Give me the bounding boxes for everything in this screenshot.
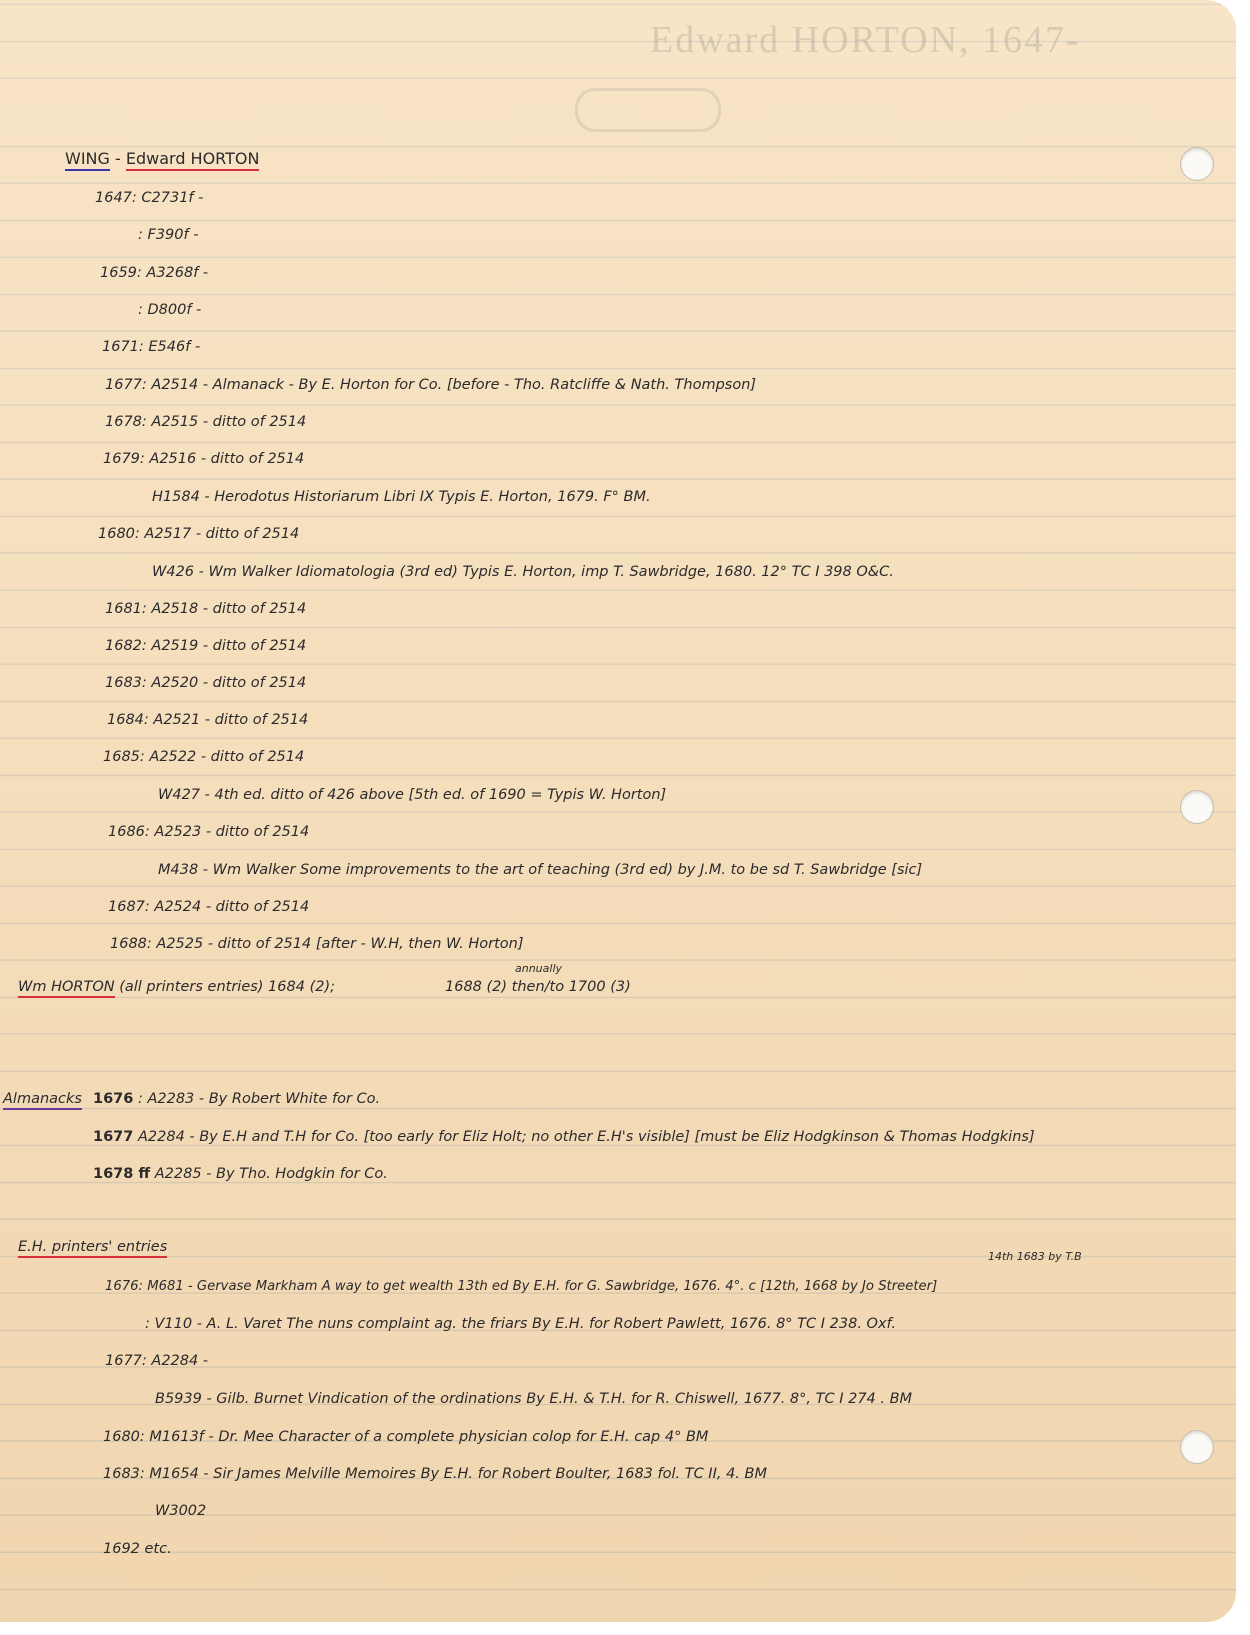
wing-entry: 1686: A2523 - ditto of 2514 bbox=[108, 824, 310, 840]
wing-entry: 1659: A3268f - bbox=[100, 265, 209, 281]
wm-horton-line bbox=[18, 978, 335, 996]
almanack-year: 1677 bbox=[93, 1129, 134, 1145]
wing-entry: : F390f - bbox=[138, 227, 199, 243]
wing-entry: 1680: A2517 - ditto of 2514 bbox=[98, 526, 300, 542]
almanack-text: : A2283 - By Robert White for Co. bbox=[137, 1091, 381, 1107]
bleed-through-heading: Edward HORTON, 1647- bbox=[650, 19, 1081, 61]
wing-entry: 1647: C2731f - bbox=[95, 190, 204, 206]
eh-entry: W3002 bbox=[155, 1503, 207, 1519]
eh-heading: E.H. printers' entries bbox=[18, 1238, 167, 1256]
almanack-year: 1676 bbox=[93, 1091, 134, 1107]
wm-horton-name: Wm HORTON bbox=[18, 979, 115, 998]
eh-entry: 1676: M681 - Gervase Markham A way to get wealth 13th ed By E.H. for G. Sawbridge, 1676. 4°. c [12th, 1668 by Jo Streeter] bbox=[105, 1279, 938, 1294]
eh-entry: 1677: A2284 - bbox=[105, 1353, 209, 1369]
eh-entry: 1683: M1654 - Sir James Melville Memoires By E.H. for Robert Boulter, 1683 fol. TC II, 4. BM bbox=[103, 1466, 767, 1482]
wing-entry: 1687: A2524 - ditto of 2514 bbox=[108, 899, 310, 915]
eh-entry: 1680: M1613f - Dr. Mee Character of a complete physician colop for E.H. cap 4° BM bbox=[103, 1429, 709, 1445]
wm-horton-later: 1688 (2) then/to 1700 (3) bbox=[445, 979, 631, 995]
almanack-year: 1678 ff bbox=[93, 1166, 151, 1182]
eh-entry: B5939 - Gilb. Burnet Vindication of the ordinations By E.H. & T.H. for R. Chiswell, 1677. 8°, TC I 274 . BM bbox=[155, 1391, 913, 1407]
annually-insert: annually bbox=[515, 962, 563, 975]
wing-entry: 1683: A2520 - ditto of 2514 bbox=[105, 675, 307, 691]
almanacks-label: Almanacks bbox=[3, 1090, 82, 1108]
wing-entry: 1677: A2514 - Almanack - By E. Horton for Co. [before - Tho. Ratcliffe & Nath. Thompson] bbox=[105, 377, 757, 393]
wing-entry: 1688: A2525 - ditto of 2514 [after - W.H, then W. Horton] bbox=[110, 936, 524, 952]
margin-note: 14th 1683 by T.B bbox=[988, 1250, 1082, 1263]
wing-entry: : D800f - bbox=[138, 302, 202, 318]
wing-entry: 1679: A2516 - ditto of 2514 bbox=[103, 451, 305, 467]
punch-hole-bottom bbox=[1180, 1430, 1214, 1464]
wing-label: WING bbox=[65, 149, 110, 171]
punch-hole-top bbox=[1180, 147, 1214, 181]
wm-horton-entries: (all printers entries) 1684 (2); bbox=[119, 979, 335, 995]
wing-entry: M438 - Wm Walker Some improvements to the art of teaching (3rd ed) by J.M. to be sd T. Sawbridge [sic] bbox=[158, 862, 923, 878]
almanack-entry bbox=[93, 1090, 380, 1108]
almanack-entry bbox=[93, 1128, 1035, 1146]
bleed-through-stamp bbox=[575, 88, 721, 132]
wing-heading bbox=[65, 150, 259, 168]
wing-entry: W426 - Wm Walker Idiomatologia (3rd ed) Typis E. Horton, imp T. Sawbridge, 1680. 12° TC I 398 O&C. bbox=[152, 564, 894, 580]
wing-entry: H1584 - Herodotus Historiarum Libri IX Typis E. Horton, 1679. F° BM. bbox=[152, 489, 651, 505]
eh-entry: 1692 etc. bbox=[103, 1541, 172, 1557]
wing-entry: 1678: A2515 - ditto of 2514 bbox=[105, 414, 307, 430]
almanack-entry bbox=[93, 1165, 388, 1183]
wing-entry: 1685: A2522 - ditto of 2514 bbox=[103, 749, 305, 765]
wing-entry: 1671: E546f - bbox=[102, 339, 201, 355]
wing-entry: 1681: A2518 - ditto of 2514 bbox=[105, 601, 307, 617]
wing-entry: 1684: A2521 - ditto of 2514 bbox=[107, 712, 309, 728]
almanack-text: A2285 - By Tho. Hodgkin for Co. bbox=[154, 1166, 388, 1182]
eh-entry: : V110 - A. L. Varet The nuns complaint ag. the friars By E.H. for Robert Pawlett, 1676. 8° TC I 238. Oxf. bbox=[145, 1316, 896, 1332]
wing-entry: 1682: A2519 - ditto of 2514 bbox=[105, 638, 307, 654]
printer-name: Edward HORTON bbox=[126, 149, 260, 171]
wing-separator: - bbox=[109, 149, 126, 168]
wing-entry: W427 - 4th ed. ditto of 426 above [5th ed. of 1690 = Typis W. Horton] bbox=[158, 787, 667, 803]
almanack-text: A2284 - By E.H and T.H for Co. [too early for Eliz Holt; no other E.H's visible] [must be Eliz Hodgkinson & Thomas Hodgkins] bbox=[137, 1129, 1035, 1145]
punch-hole-middle bbox=[1180, 790, 1214, 824]
